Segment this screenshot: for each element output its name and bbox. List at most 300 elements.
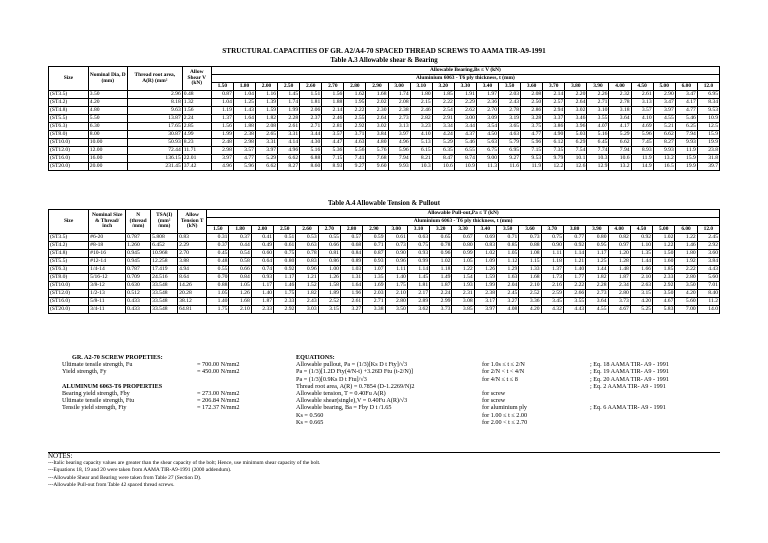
value-cell: 2.20 bbox=[565, 91, 587, 99]
n-cell: 0.512 bbox=[126, 290, 151, 298]
value-cell: 2.03 bbox=[499, 91, 521, 99]
value-cell: 1.00 bbox=[318, 266, 340, 274]
value-cell: 0.75 bbox=[541, 234, 563, 242]
value-cell: 1.54 bbox=[452, 274, 474, 282]
value-cell: 1.05 bbox=[207, 290, 229, 298]
value-cell: 5.60 bbox=[697, 274, 719, 282]
value-cell: 1.26 bbox=[229, 290, 251, 298]
value-cell: 0.99 bbox=[407, 258, 429, 266]
value-cell: 1.04 bbox=[211, 99, 233, 107]
allow-cell: 8.23 bbox=[182, 139, 211, 147]
nominal-cell: #10-16 bbox=[89, 250, 126, 258]
value-cell: 9.60 bbox=[366, 163, 388, 171]
value-cell: 3.50 bbox=[385, 306, 407, 314]
value-cell: 3.27 bbox=[340, 306, 362, 314]
nominal-cell: 5/8-11 bbox=[89, 298, 126, 306]
value-cell: 1.82 bbox=[255, 115, 277, 123]
value-cell: 4.10 bbox=[631, 115, 653, 123]
value-cell: 7.74 bbox=[587, 147, 609, 155]
thickness-header: 3.30 bbox=[454, 83, 476, 91]
size-cell: (ST3.5) bbox=[49, 91, 89, 99]
value-cell: 2.73 bbox=[388, 115, 410, 123]
value-cell: 2.38 bbox=[474, 290, 496, 298]
value-cell: 1.35 bbox=[363, 274, 385, 282]
value-cell: 3.13 bbox=[631, 99, 653, 107]
table-row bbox=[49, 163, 720, 171]
value-cell: 0.93 bbox=[251, 274, 273, 282]
value-cell: 3.57 bbox=[631, 107, 653, 115]
size-cell: (ST6.3) bbox=[49, 266, 89, 274]
value-cell: 1.75 bbox=[274, 290, 296, 298]
value-cell: 0.87 bbox=[211, 91, 233, 99]
value-cell: 0.90 bbox=[541, 242, 563, 250]
value-cell: 1.25 bbox=[233, 99, 255, 107]
equations-title: EQUATIONS: bbox=[296, 354, 335, 361]
tsa-cell: 5.808 bbox=[151, 234, 178, 242]
value-cell: 14.0 bbox=[697, 306, 719, 314]
value-cell: 0.49 bbox=[251, 242, 273, 250]
equation-condition: for 2.00 < t ≤ 2.70 bbox=[482, 418, 528, 426]
equation-text: Allowable tension, T = 0.40Fu A(R) bbox=[296, 390, 386, 398]
equation-row bbox=[296, 361, 726, 368]
value-cell: 1.21 bbox=[296, 274, 318, 282]
value-cell: 2.14 bbox=[543, 91, 565, 99]
value-cell: 1.77 bbox=[563, 274, 585, 282]
table-row bbox=[49, 250, 720, 258]
size-cell: (ST3.5) bbox=[49, 234, 89, 242]
tsa-cell: 10.968 bbox=[151, 250, 178, 258]
value-cell: 2.08 bbox=[255, 123, 277, 131]
value-cell: 0.51 bbox=[274, 234, 296, 242]
value-cell: 3.73 bbox=[608, 298, 630, 306]
table-row bbox=[49, 266, 720, 274]
value-cell: 1.74 bbox=[278, 99, 300, 107]
value-cell: 2.66 bbox=[563, 290, 585, 298]
value-cell: 4.17 bbox=[675, 99, 697, 107]
value-cell: 4.20 bbox=[519, 306, 541, 314]
value-cell: 23.8 bbox=[697, 147, 719, 155]
value-cell: 4.32 bbox=[541, 306, 563, 314]
value-cell: 3.00 bbox=[454, 115, 476, 123]
thickness-header: 3.40 bbox=[476, 83, 498, 91]
value-cell: 2.63 bbox=[630, 282, 652, 290]
table-row bbox=[49, 234, 720, 242]
equation-row bbox=[296, 412, 726, 419]
property-label: Bearing yield strength, Fby bbox=[62, 389, 130, 397]
value-cell: 1.99 bbox=[211, 131, 233, 139]
value-cell: 4.96 bbox=[278, 147, 300, 155]
value-cell: 3.65 bbox=[499, 123, 521, 131]
table-row bbox=[49, 290, 720, 298]
value-cell: 5.16 bbox=[300, 147, 322, 155]
value-cell: 1.20 bbox=[608, 250, 630, 258]
n-cell: 0.433 bbox=[126, 298, 151, 306]
table-row bbox=[49, 139, 720, 147]
thickness-header: 3.60 bbox=[519, 226, 541, 234]
aluminium-properties bbox=[62, 390, 312, 412]
value-cell: 7.15 bbox=[521, 147, 543, 155]
value-cell: 0.86 bbox=[318, 258, 340, 266]
area-cell: 72.44 bbox=[127, 147, 182, 155]
thickness-header: 3.30 bbox=[452, 226, 474, 234]
value-cell: 3.31 bbox=[255, 139, 277, 147]
value-cell: 0.80 bbox=[452, 242, 474, 250]
value-cell: 39.7 bbox=[697, 163, 719, 171]
value-cell: 3.34 bbox=[432, 123, 454, 131]
value-cell: 0.58 bbox=[229, 258, 251, 266]
equation-row bbox=[296, 368, 726, 375]
value-cell: 0.68 bbox=[340, 242, 362, 250]
value-cell: 1.95 bbox=[344, 99, 366, 107]
value-cell: 0.71 bbox=[497, 234, 519, 242]
note-item: ---Allowable Pull-out from Table 42 spaced thread screws. bbox=[48, 481, 175, 488]
value-cell: 1.17 bbox=[274, 274, 296, 282]
size-cell: (ST16.0) bbox=[49, 155, 89, 163]
value-cell: 5.96 bbox=[388, 147, 410, 155]
value-cell: 15.9 bbox=[697, 131, 719, 139]
property-label: Ultimate tensile strength, Ftu bbox=[62, 397, 135, 405]
value-cell: 3.10 bbox=[587, 107, 609, 115]
value-cell: 3.54 bbox=[476, 123, 498, 131]
value-cell: 6.35 bbox=[432, 147, 454, 155]
value-cell: 2.03 bbox=[363, 290, 385, 298]
tsa-cell: 24.516 bbox=[151, 274, 178, 282]
value-cell: 5.46 bbox=[675, 115, 697, 123]
value-cell: 1.81 bbox=[300, 99, 322, 107]
value-cell: 0.48 bbox=[207, 258, 229, 266]
value-cell: 1.50 bbox=[653, 250, 675, 258]
property-row bbox=[62, 368, 312, 375]
value-cell: 3.97 bbox=[388, 131, 410, 139]
value-cell: 1.97 bbox=[476, 91, 498, 99]
value-cell: 3.08 bbox=[452, 298, 474, 306]
thickness-header: 3.10 bbox=[407, 226, 429, 234]
value-cell: 1.19 bbox=[211, 107, 233, 115]
equation-text: Ks = 0.665 bbox=[296, 418, 324, 426]
thickness-header: 1.80 bbox=[233, 83, 255, 91]
value-cell: 9.27 bbox=[499, 155, 521, 163]
size-cell: (ST6.3) bbox=[49, 123, 89, 131]
table-row bbox=[49, 115, 720, 123]
value-cell: 2.55 bbox=[344, 115, 366, 123]
notes-block bbox=[48, 452, 720, 489]
value-cell: 1.37 bbox=[541, 266, 563, 274]
value-cell: 2.04 bbox=[497, 282, 519, 290]
value-cell: 0.85 bbox=[497, 242, 519, 250]
value-cell: 0.66 bbox=[318, 242, 340, 250]
value-cell: 4.55 bbox=[586, 306, 608, 314]
value-cell: 0.88 bbox=[519, 242, 541, 250]
equation-reference: ; Eq. 20 AAMA TIR- A9 - 1991 bbox=[590, 375, 669, 383]
size-cell: (ST12.0) bbox=[49, 147, 89, 155]
table-row bbox=[49, 298, 720, 306]
n-cell: 0.945 bbox=[126, 250, 151, 258]
value-cell: 2.57 bbox=[543, 99, 565, 107]
value-cell: 2.80 bbox=[385, 298, 407, 306]
nominal-cell: 3/8-12 bbox=[89, 282, 126, 290]
dia-cell: 8.00 bbox=[88, 131, 127, 139]
equation-reference: ; Eq. 6 AAMA TIR- A9 - 1991 bbox=[590, 404, 666, 412]
value-cell: 2.15 bbox=[410, 99, 432, 107]
allow-cell: 2.85 bbox=[182, 123, 211, 131]
value-cell: 9.93 bbox=[388, 163, 410, 171]
value-cell: 1.92 bbox=[675, 258, 697, 266]
equation-row bbox=[296, 397, 726, 404]
value-cell: 16.5 bbox=[653, 163, 675, 171]
value-cell: 5.76 bbox=[366, 147, 388, 155]
equation-condition: for 4/N ≤ t ≤ 8 bbox=[482, 375, 518, 383]
value-cell: 2.10 bbox=[630, 274, 652, 282]
thickness-header: 2.50 bbox=[274, 226, 296, 234]
value-cell: 0.37 bbox=[229, 234, 251, 242]
value-cell: 1.59 bbox=[255, 107, 277, 115]
property-label: Ultimate tensile strength, Fu bbox=[62, 361, 133, 369]
table-row bbox=[49, 107, 720, 115]
value-cell: 2.78 bbox=[499, 107, 521, 115]
allow-cell: 22.01 bbox=[182, 155, 211, 163]
equation-row bbox=[296, 419, 726, 426]
thickness-header: 2.80 bbox=[340, 226, 362, 234]
value-cell: 2.06 bbox=[300, 107, 322, 115]
table-row bbox=[49, 123, 720, 131]
value-cell: 3.28 bbox=[521, 115, 543, 123]
value-cell: 0.55 bbox=[207, 266, 229, 274]
value-cell: 1.87 bbox=[251, 298, 273, 306]
nominal-cell: #12-14 bbox=[89, 258, 126, 266]
value-cell: 7.01 bbox=[697, 282, 719, 290]
value-cell: 2.92 bbox=[653, 282, 675, 290]
value-cell: 4.10 bbox=[410, 131, 432, 139]
value-cell: 1.31 bbox=[340, 274, 362, 282]
value-cell: 0.74 bbox=[251, 266, 273, 274]
value-cell: 0.57 bbox=[340, 234, 362, 242]
value-cell: 2.54 bbox=[432, 107, 454, 115]
value-cell: 6.88 bbox=[300, 155, 322, 163]
value-cell: 1.22 bbox=[452, 266, 474, 274]
value-cell: 2.99 bbox=[430, 298, 452, 306]
equations-block bbox=[296, 354, 726, 426]
dia-cell: 12.00 bbox=[88, 147, 127, 155]
value-cell: 0.83 bbox=[296, 258, 318, 266]
value-cell: 1.89 bbox=[318, 290, 340, 298]
value-cell: 9.53 bbox=[697, 107, 719, 115]
value-cell: 1.40 bbox=[385, 274, 407, 282]
nominal-cell: 5/16-12 bbox=[89, 274, 126, 282]
value-cell: 2.22 bbox=[432, 99, 454, 107]
value-cell: 1.02 bbox=[430, 258, 452, 266]
equation-reference: ; Eq. 2 AAMA TIR- A9 - 1991 bbox=[590, 382, 666, 390]
value-cell: 0.31 bbox=[207, 234, 229, 242]
value-cell: 2.45 bbox=[697, 234, 719, 242]
value-cell: 2.71 bbox=[363, 298, 385, 306]
value-cell: 3.47 bbox=[653, 99, 675, 107]
value-cell: 0.88 bbox=[207, 282, 229, 290]
value-cell: 1.17 bbox=[251, 282, 273, 290]
value-cell: 4.37 bbox=[454, 131, 476, 139]
property-row bbox=[62, 397, 312, 404]
value-cell: 2.33 bbox=[251, 306, 273, 314]
value-cell: 4.67 bbox=[608, 306, 630, 314]
table-a4-title: Table A.4 Allowable Tension & Pullout bbox=[328, 200, 440, 207]
value-cell: 0.92 bbox=[274, 266, 296, 274]
value-cell: 31.8 bbox=[697, 155, 719, 163]
area-cell: 8.18 bbox=[127, 99, 182, 107]
value-cell: 3.09 bbox=[476, 115, 498, 123]
allow-cell: 4.94 bbox=[178, 266, 207, 274]
thickness-header: 3.40 bbox=[474, 226, 496, 234]
value-cell: 1.45 bbox=[407, 274, 429, 282]
value-cell: 1.82 bbox=[586, 274, 608, 282]
value-cell: 3.71 bbox=[344, 131, 366, 139]
allow-cell: 37.42 bbox=[182, 163, 211, 171]
thickness-header: 3.70 bbox=[541, 226, 563, 234]
value-cell: 4.63 bbox=[344, 139, 366, 147]
value-cell: 1.73 bbox=[541, 274, 563, 282]
value-cell: 9.93 bbox=[675, 139, 697, 147]
allow-cell: 1.32 bbox=[182, 99, 211, 107]
value-cell: 4.14 bbox=[278, 139, 300, 147]
tsa-cell: 33.548 bbox=[151, 306, 178, 314]
value-cell: 0.75 bbox=[407, 242, 429, 250]
value-cell: 1.69 bbox=[363, 282, 385, 290]
value-cell: 1.66 bbox=[630, 266, 652, 274]
size-cell: (ST12.0) bbox=[49, 290, 89, 298]
value-cell: 3.73 bbox=[430, 306, 452, 314]
value-cell: 4.47 bbox=[322, 139, 344, 147]
value-cell: 1.64 bbox=[233, 115, 255, 123]
equation-condition: for 2/N < t < 4/N bbox=[482, 368, 525, 376]
value-cell: 1.21 bbox=[563, 258, 585, 266]
value-cell: 2.81 bbox=[322, 123, 344, 131]
value-cell: 3.44 bbox=[454, 123, 476, 131]
value-cell: 1.44 bbox=[586, 266, 608, 274]
value-cell: 12.2 bbox=[543, 163, 565, 171]
value-cell: 19.9 bbox=[675, 163, 697, 171]
table-row bbox=[49, 99, 720, 107]
value-cell: 0.66 bbox=[229, 266, 251, 274]
properties-block bbox=[62, 354, 312, 411]
thickness-header: 1.50 bbox=[207, 226, 229, 234]
area-cell: 50.93 bbox=[127, 139, 182, 147]
value-cell: 1.81 bbox=[407, 282, 429, 290]
area-cell: 9.63 bbox=[127, 107, 182, 115]
value-cell: 0.84 bbox=[229, 274, 251, 282]
value-cell: 7.00 bbox=[675, 306, 697, 314]
value-cell: 1.44 bbox=[630, 258, 652, 266]
value-cell: 10.3 bbox=[410, 163, 432, 171]
value-cell: 0.82 bbox=[608, 234, 630, 242]
value-cell: 5.96 bbox=[631, 131, 653, 139]
tsa-cell: 17.419 bbox=[151, 266, 178, 274]
value-cell: 1.33 bbox=[519, 266, 541, 274]
value-cell: 10.6 bbox=[432, 163, 454, 171]
value-cell: 3.86 bbox=[543, 123, 565, 131]
value-cell: 5.96 bbox=[521, 139, 543, 147]
value-cell: 3.97 bbox=[474, 306, 496, 314]
dia-cell: 6.30 bbox=[88, 123, 127, 131]
value-cell: 2.22 bbox=[344, 107, 366, 115]
value-cell: 2.86 bbox=[521, 107, 543, 115]
thickness-header: 2.00 bbox=[251, 226, 273, 234]
value-cell: 3.38 bbox=[363, 306, 385, 314]
thickness-header: 2.70 bbox=[322, 83, 344, 91]
value-cell: 3.97 bbox=[211, 155, 233, 163]
equation-text: Ks = 0.560 bbox=[296, 411, 324, 419]
table-row bbox=[49, 306, 720, 314]
value-cell: 0.81 bbox=[318, 250, 340, 258]
thickness-header: 2.90 bbox=[366, 83, 388, 91]
value-cell: 5.63 bbox=[476, 139, 498, 147]
value-cell: 1.35 bbox=[630, 250, 652, 258]
value-cell: 1.68 bbox=[366, 91, 388, 99]
thickness-header: 1.50 bbox=[211, 83, 233, 91]
value-cell: 10.9 bbox=[454, 163, 476, 171]
value-cell: 2.70 bbox=[476, 107, 498, 115]
allow-cell: 64.81 bbox=[178, 306, 207, 314]
value-cell: 1.37 bbox=[211, 115, 233, 123]
value-cell: 0.37 bbox=[207, 242, 229, 250]
value-cell: 0.71 bbox=[363, 242, 385, 250]
value-cell: 0.64 bbox=[251, 258, 273, 266]
value-cell: 2.30 bbox=[366, 107, 388, 115]
value-cell: 7.54 bbox=[565, 147, 587, 155]
value-cell: 1.87 bbox=[430, 282, 452, 290]
allow-cell: 14.26 bbox=[178, 282, 207, 290]
value-cell: 2.38 bbox=[233, 131, 255, 139]
equation-row bbox=[296, 383, 726, 390]
equation-condition: for screw bbox=[482, 397, 506, 405]
value-cell: 2.91 bbox=[432, 115, 454, 123]
value-cell: 2.17 bbox=[407, 290, 429, 298]
n-cell: 0.433 bbox=[126, 306, 151, 314]
value-cell: 7.35 bbox=[543, 147, 565, 155]
value-cell: 10.1 bbox=[565, 155, 587, 163]
value-cell: 1.59 bbox=[474, 274, 496, 282]
value-cell: 0.55 bbox=[318, 234, 340, 242]
area-cell: 231.45 bbox=[127, 163, 182, 171]
n-cell: 1.260 bbox=[126, 242, 151, 250]
table-a4 bbox=[48, 209, 720, 314]
value-cell: 1.45 bbox=[278, 91, 300, 99]
value-cell: 2.71 bbox=[300, 123, 322, 131]
tsa-cell: 33.548 bbox=[151, 290, 178, 298]
value-cell: 1.09 bbox=[474, 258, 496, 266]
nominal-cell: 1/2-13 bbox=[89, 290, 126, 298]
value-cell: 0.78 bbox=[296, 250, 318, 258]
value-cell: 5.25 bbox=[630, 306, 652, 314]
thickness-header: 3.60 bbox=[521, 83, 543, 91]
value-cell: 1.85 bbox=[432, 91, 454, 99]
value-cell: 2.43 bbox=[296, 298, 318, 306]
value-cell: 19.9 bbox=[697, 139, 719, 147]
value-cell: 3.50 bbox=[653, 290, 675, 298]
value-cell: 1.14 bbox=[563, 250, 585, 258]
size-cell: (ST4.2) bbox=[49, 242, 89, 250]
value-cell: 1.88 bbox=[322, 99, 344, 107]
value-cell: 2.02 bbox=[366, 99, 388, 107]
thickness-header: 2.90 bbox=[363, 226, 385, 234]
value-cell: 13.2 bbox=[653, 155, 675, 163]
size-cell: (ST10.0) bbox=[49, 282, 89, 290]
value-cell: 2.61 bbox=[631, 91, 653, 99]
value-cell: 1.11 bbox=[385, 266, 407, 274]
property-value: = 172.37 N/mm2 bbox=[197, 404, 240, 412]
nominal-cell: #6-20 bbox=[89, 234, 126, 242]
value-cell: 3.55 bbox=[587, 115, 609, 123]
value-cell: 6.62 bbox=[278, 155, 300, 163]
value-cell: 3.64 bbox=[586, 298, 608, 306]
value-cell: 0.93 bbox=[363, 258, 385, 266]
